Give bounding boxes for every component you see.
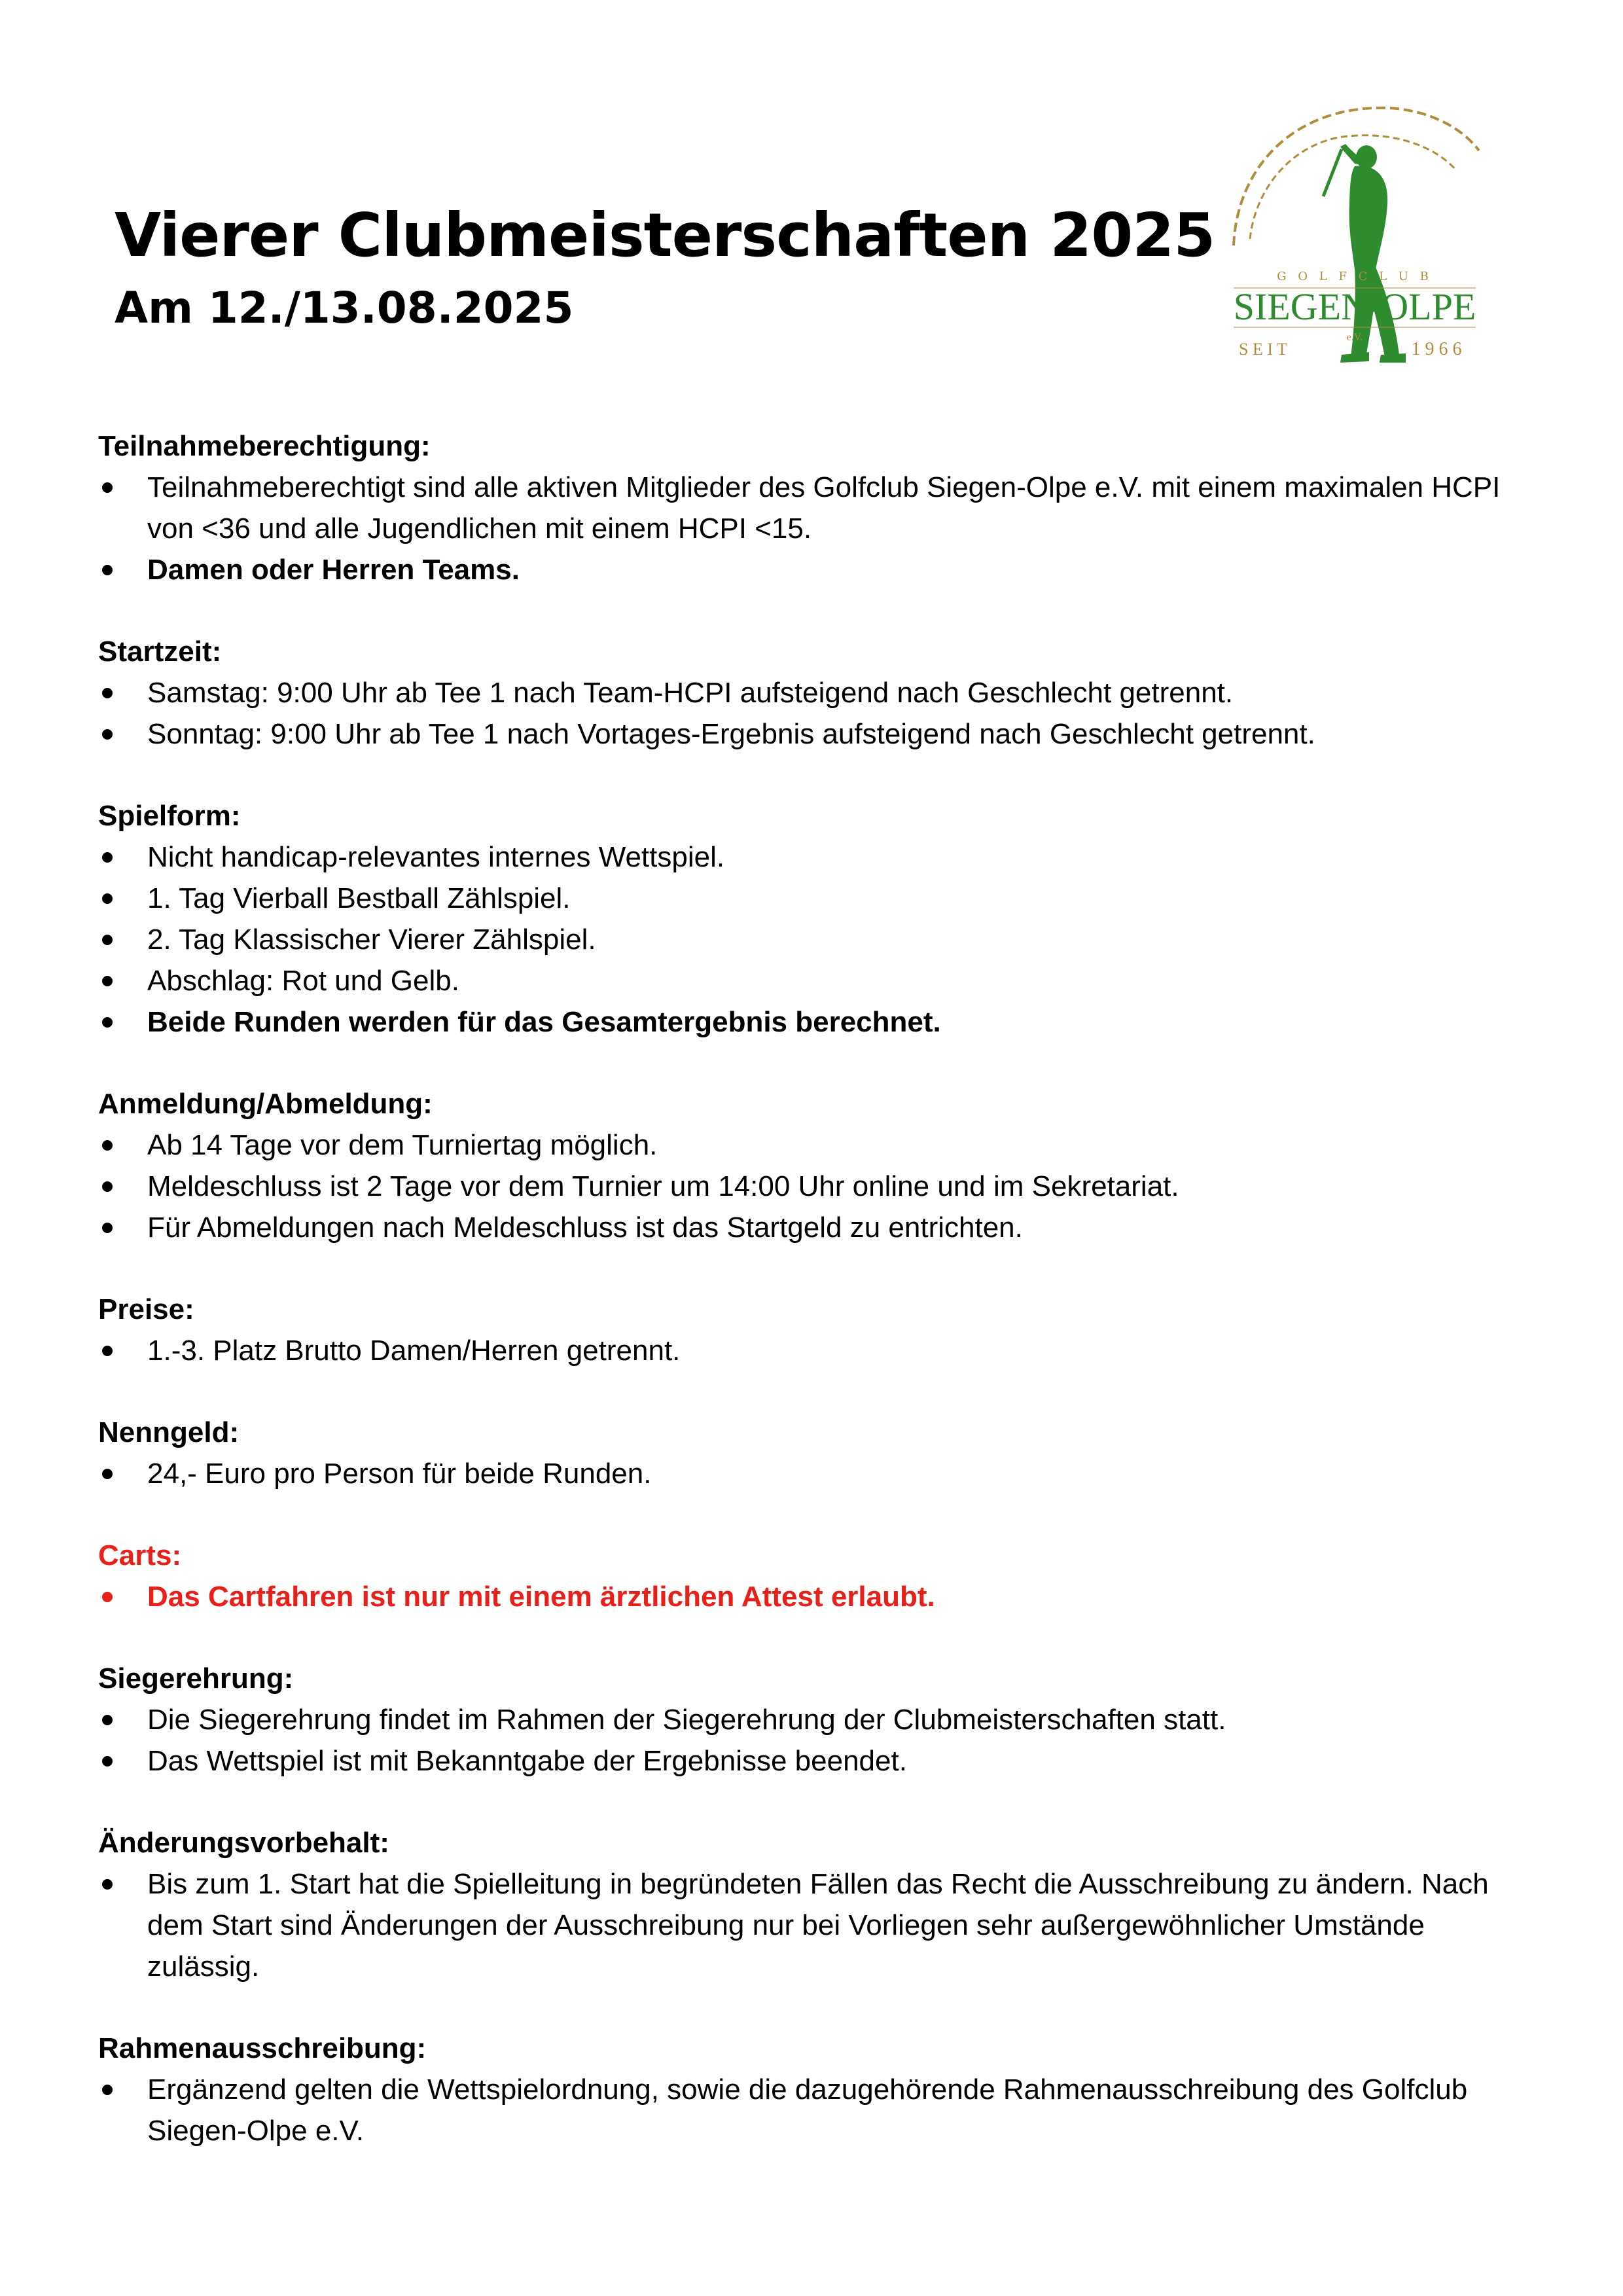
logo-golf-club-text: G O L F C L U B [1277, 270, 1433, 283]
bullet-list [98, 2069, 1538, 2151]
logo-name-text: SIEGEN-OLPE [1233, 285, 1476, 328]
list-item: Abschlag: Rot und Gelb. [98, 960, 1538, 1001]
section-title: Anmeldung/Abmeldung: [98, 1088, 433, 1120]
section-preise [98, 1289, 1538, 1371]
list-item: 2. Tag Klassischer Vierer Zählspiel. [98, 919, 1538, 960]
list-item: 24,- Euro pro Person für beide Runden. [98, 1453, 1538, 1494]
section-aenderungsvorbehalt [98, 1822, 1538, 1987]
list-item: Ab 14 Tage vor dem Turniertag möglich. [98, 1124, 1538, 1166]
section-teilnahmeberechtigung [98, 425, 1538, 590]
bullet-list [98, 1576, 1538, 1617]
bullet-list [98, 836, 1538, 1043]
section-title: Carts: [98, 1539, 182, 1571]
section-carts [98, 1535, 1538, 1617]
bullet-list [98, 1699, 1538, 1782]
section-startzeit [98, 631, 1538, 755]
list-item: Ergänzend gelten die Wettspielordnung, sowie die dazugehörende Rahmenausschreibung des Golfclub Siegen-Olpe e.V. [98, 2069, 1538, 2151]
bullet-list [98, 1330, 1538, 1371]
header [115, 196, 1215, 338]
bullet-list [98, 1453, 1538, 1494]
section-rahmenausschreibung [98, 2028, 1538, 2151]
list-item: Das Cartfahren ist nur mit einem ärztlichen Attest erlaubt. [98, 1576, 1538, 1617]
section-siegerehrung [98, 1658, 1538, 1782]
section-title: Änderungsvorbehalt: [98, 1827, 389, 1859]
list-item: Nicht handicap-relevantes internes Wettspiel. [98, 836, 1538, 878]
list-item: Teilnahmeberechtigt sind alle aktiven Mitglieder des Golfclub Siegen-Olpe e.V. mit einem maximalen HCPI von <36 und alle Jugendlichen mit einem HCPI <15. [98, 467, 1538, 549]
bullet-list [98, 672, 1538, 755]
list-item: Die Siegerehrung findet im Rahmen der Siegerehrung der Clubmeisterschaften statt. [98, 1699, 1538, 1740]
section-title: Nenngeld: [98, 1416, 240, 1448]
list-item: 1.-3. Platz Brutto Damen/Herren getrennt. [98, 1330, 1538, 1371]
section-anmeldung [98, 1083, 1538, 1248]
page-title: Vierer Clubmeisterschaften 2025 [115, 200, 1215, 270]
page-subtitle: Am 12./13.08.2025 [115, 283, 574, 333]
section-title: Rahmenausschreibung: [98, 2032, 427, 2064]
section-spielform [98, 795, 1538, 1043]
list-item: 1. Tag Vierball Bestball Zählspiel. [98, 878, 1538, 919]
section-nenngeld [98, 1412, 1538, 1494]
bullet-list [98, 467, 1538, 590]
list-item: Meldeschluss ist 2 Tage vor dem Turnier um 14:00 Uhr online und im Sekretariat. [98, 1166, 1538, 1207]
golfer-icon [1323, 144, 1406, 363]
list-item: Damen oder Herren Teams. [98, 549, 1538, 590]
list-item: Sonntag: 9:00 Uhr ab Tee 1 nach Vortages-Ergebnis aufsteigend nach Geschlecht getrennt. [98, 713, 1538, 755]
section-title: Siegerehrung: [98, 1662, 294, 1695]
logo-seit-text: S E I T [1239, 340, 1287, 359]
document-body [98, 425, 1538, 2192]
logo-year-text: 1 9 6 6 [1411, 339, 1462, 359]
section-title: Teilnahmeberechtigung: [98, 430, 431, 462]
list-item: Das Wettspiel ist mit Bekanntgabe der Ergebnisse beendet. [98, 1740, 1538, 1782]
list-item: Für Abmeldungen nach Meldeschluss ist das Startgeld zu entrichten. [98, 1207, 1538, 1248]
golf-club-logo [1224, 98, 1486, 373]
section-title: Preise: [98, 1293, 194, 1325]
logo-ev-text: e.V. [1346, 332, 1363, 343]
list-item: Samstag: 9:00 Uhr ab Tee 1 nach Team-HCPI aufsteigend nach Geschlecht getrennt. [98, 672, 1538, 713]
list-item: Beide Runden werden für das Gesamtergebnis berechnet. [98, 1001, 1538, 1043]
bullet-list [98, 1863, 1538, 1987]
section-title: Startzeit: [98, 636, 222, 668]
list-item: Bis zum 1. Start hat die Spielleitung in begründeten Fällen das Recht die Ausschreibung zu ändern. Nach dem Start sind Änderungen der Ausschreibung nur bei Vorliegen sehr außergewöhnlicher Umstände zulässig. [98, 1863, 1538, 1987]
bullet-list [98, 1124, 1538, 1248]
section-title: Spielform: [98, 800, 241, 832]
